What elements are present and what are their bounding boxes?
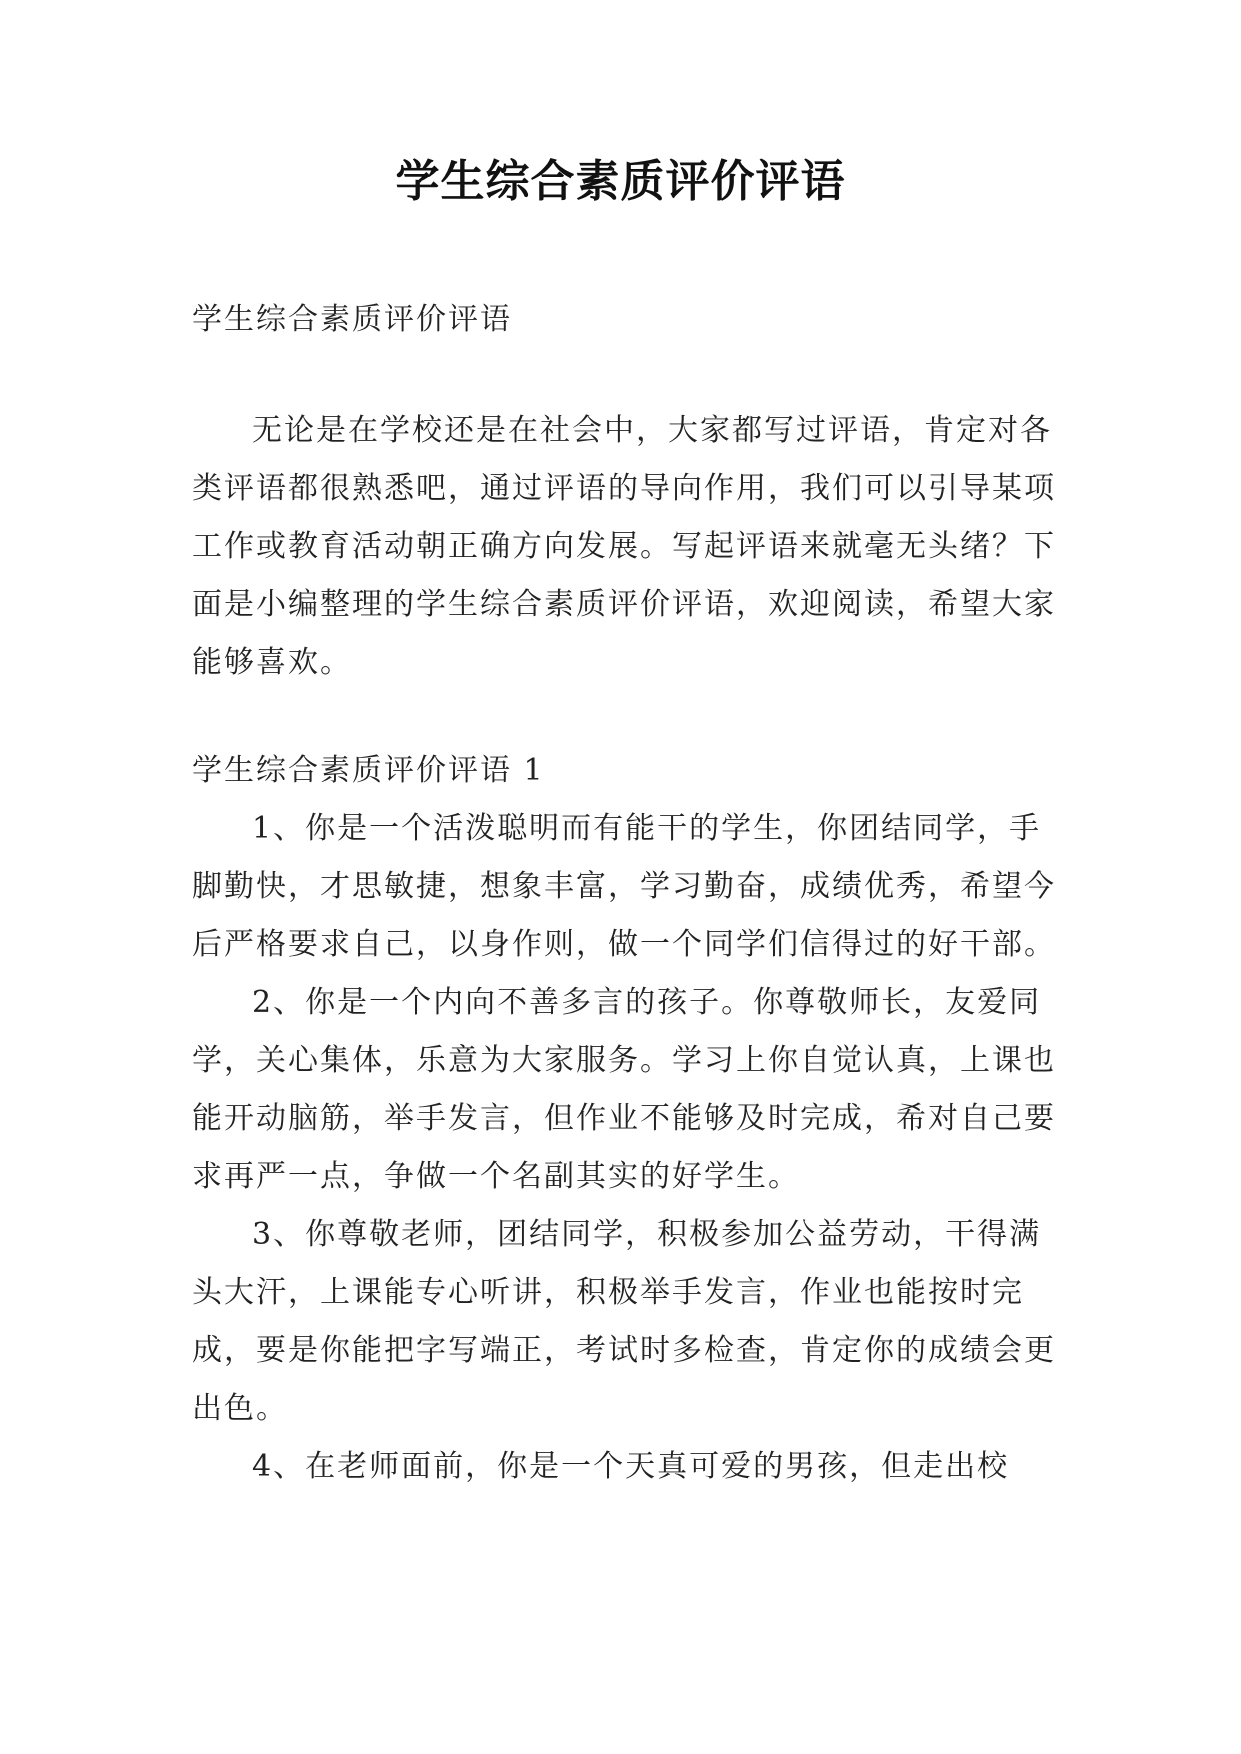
section-heading: 学生综合素质评价评语 1 [192, 753, 545, 788]
intro-paragraph: 无论是在学校还是在社会中，大家都写过评语，肯定对各类评语都很熟悉吧，通过评语的导向作用，我们可以引导某项工作或教育活动朝正确方向发展。写起评语来就毫无头绪？下面是小编整理的学生综合素质评价评语，欢迎阅读，希望大家能够喜欢。 [192, 413, 1056, 680]
comment-item: 1、你是一个活泼聪明而有能干的学生，你团结同学，手脚勤快，才思敏捷，想象丰富，学习勤奋，成绩优秀，希望今后严格要求自己，以身作则，做一个同学们信得过的好干部。 [192, 811, 1056, 962]
document-subtitle: 学生综合素质评价评语 [192, 302, 512, 337]
comment-item: 3、你尊敬老师，团结同学，积极参加公益劳动，干得满头大汗，上课能专心听讲，积极举手发言，作业也能按时完成，要是你能把字写端正，考试时多检查，肯定你的成绩会更出色。 [192, 1217, 1056, 1426]
comment-item: 2、你是一个内向不善多言的孩子。你尊敬师长，友爱同学，关心集体，乐意为大家服务。学习上你自觉认真，上课也能开动脑筋，举手发言，但作业不能够及时完成，希对自己要求再严一点，争做一个名副其实的好学生。 [192, 985, 1056, 1194]
document-title: 学生综合素质评价评语 [395, 156, 846, 207]
comment-item: 4、在老师面前，你是一个天真可爱的男孩，但走出校 [252, 1449, 1010, 1484]
comment-list [192, 800, 1062, 1496]
